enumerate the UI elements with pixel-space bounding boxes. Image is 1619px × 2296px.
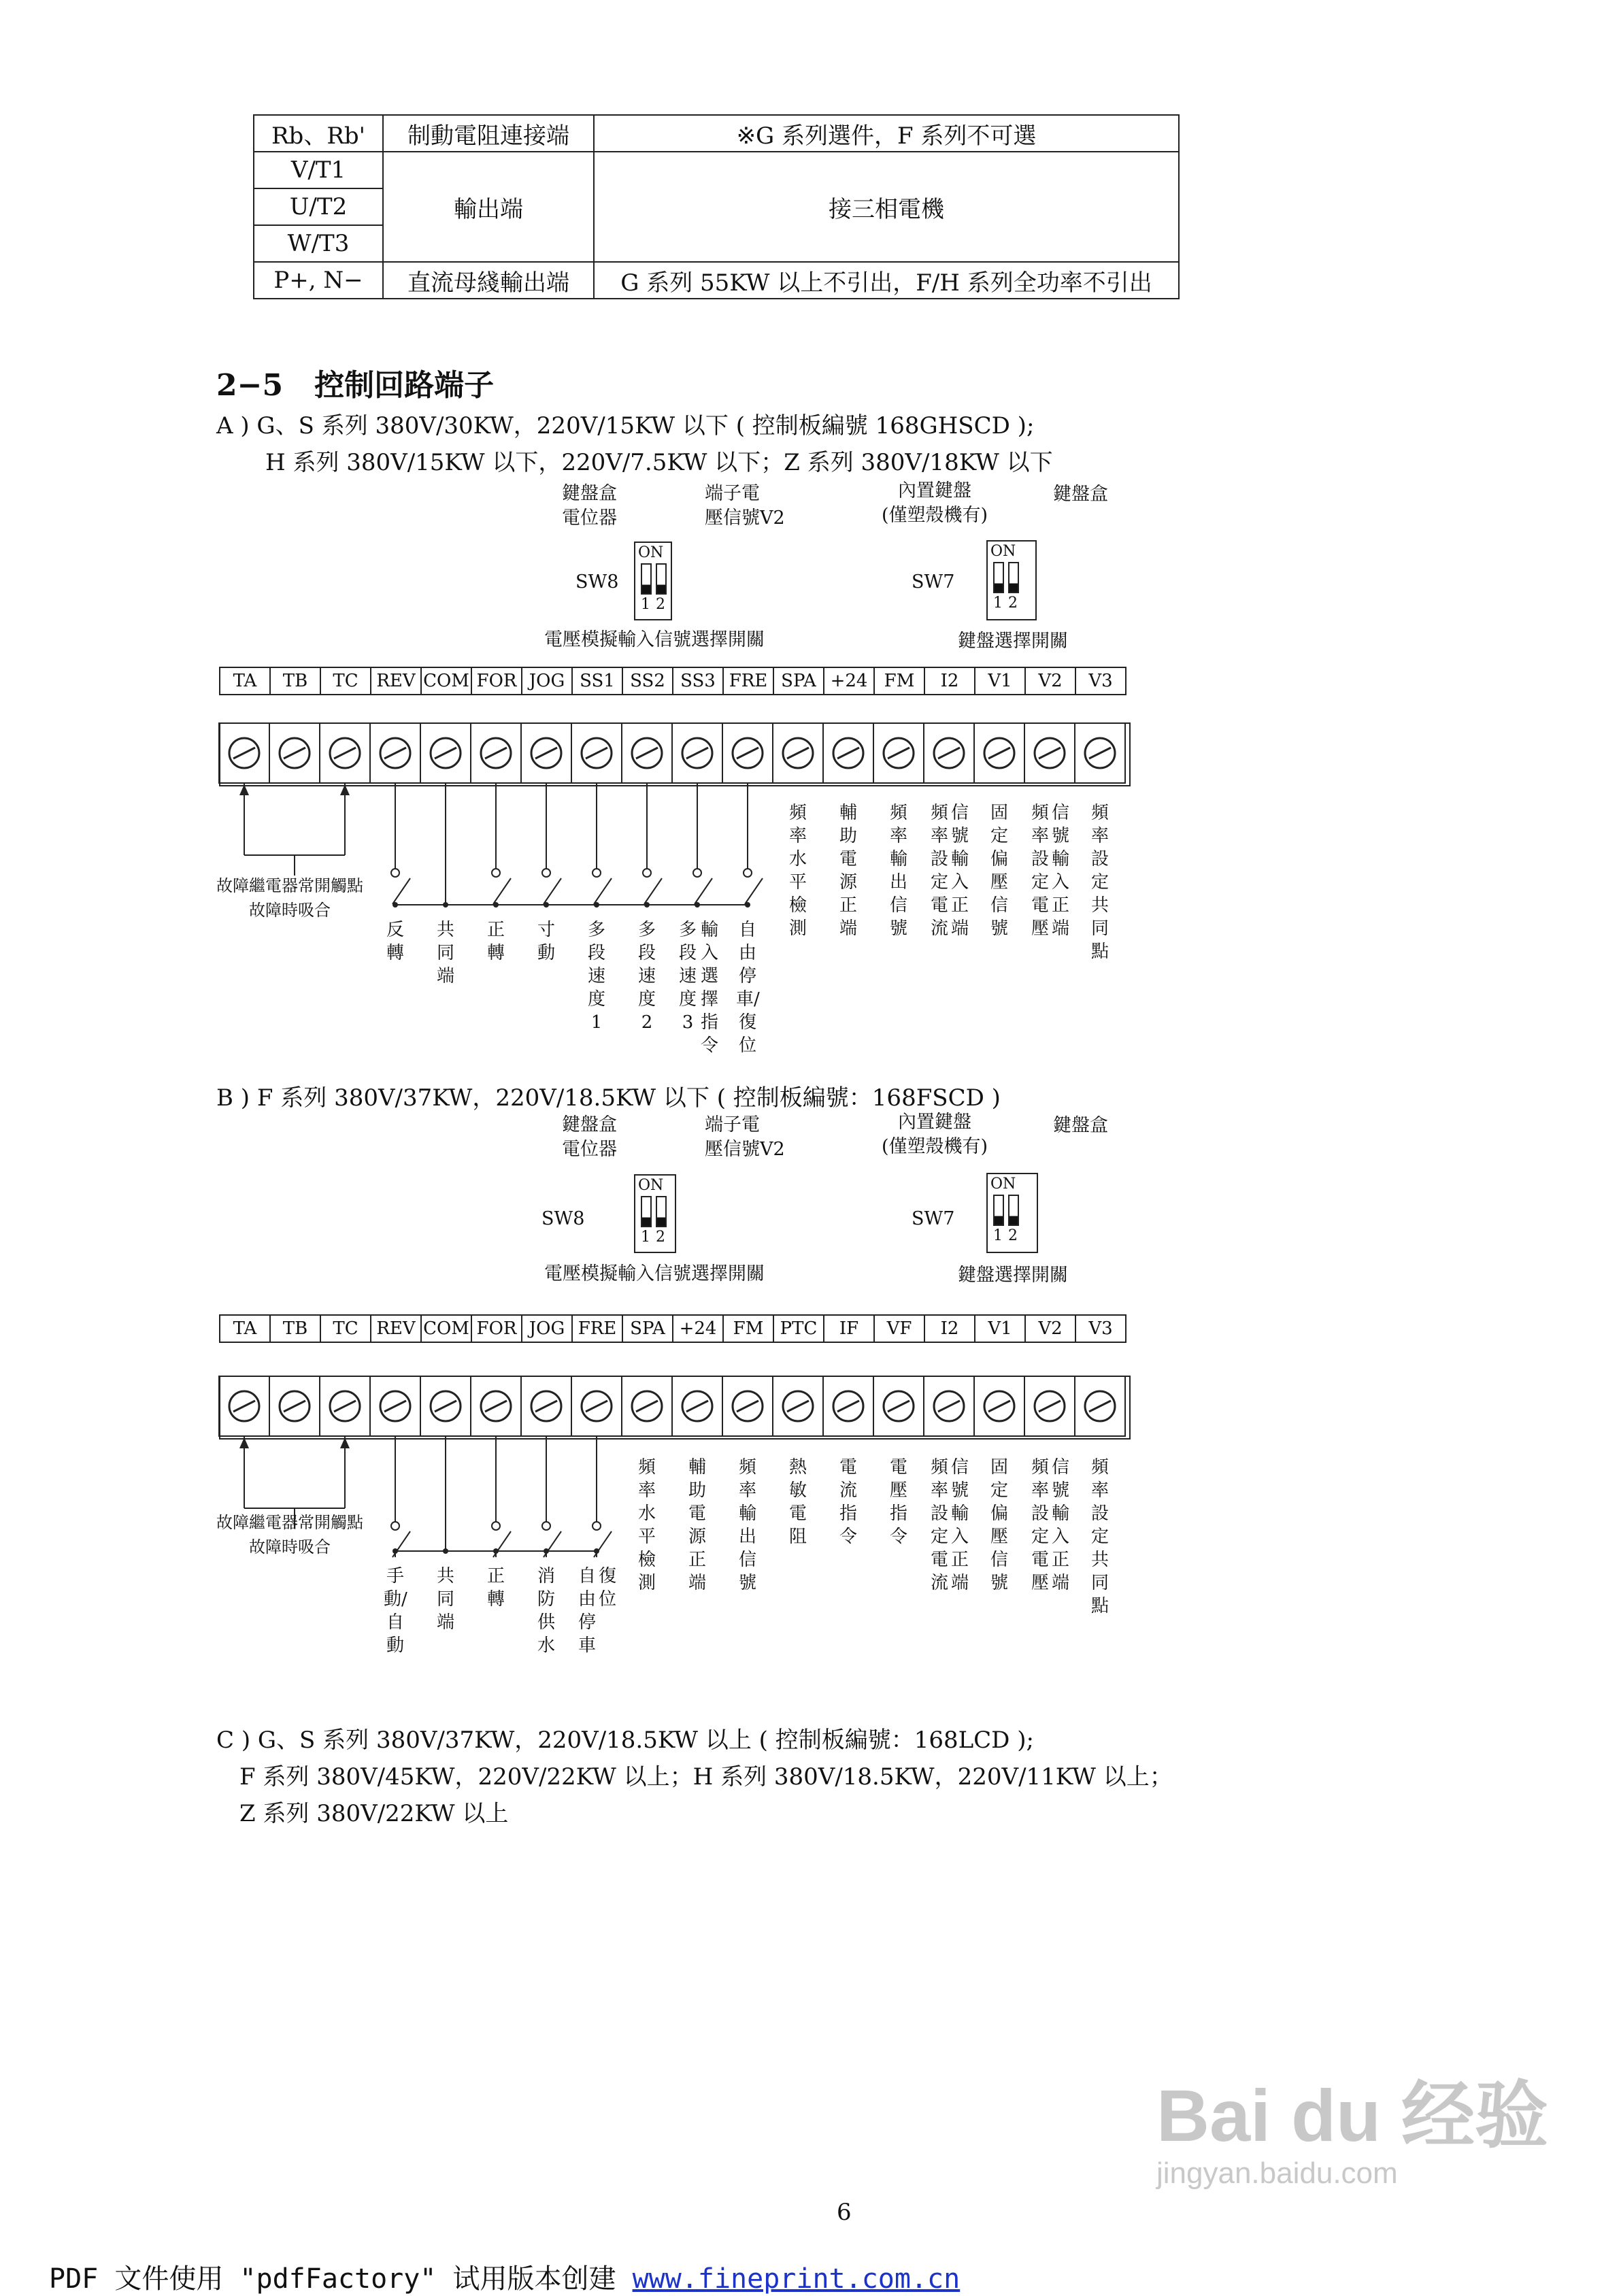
table-cell: 接三相電機 xyxy=(594,152,1179,262)
terminal-function-label: 頻率設定電流 xyxy=(930,1457,948,1593)
sw7-caption: 鍵盤選擇開關 xyxy=(958,631,1068,652)
terminal-screw[interactable] xyxy=(773,1376,823,1436)
terminal-spa-label: SPA xyxy=(623,1316,673,1342)
junction-dot xyxy=(493,1548,499,1554)
terminal-ta-label: TA xyxy=(220,1316,271,1342)
terminal-fm-label: FM xyxy=(724,1316,774,1342)
terminal-screw[interactable] xyxy=(571,1376,622,1436)
dip-number: 1 xyxy=(993,1227,1003,1244)
part-a-line2: H 系列 380V/15KW 以下，220V/7.5KW 以下；Z 系列 380V/18KW 以下 xyxy=(265,449,1053,476)
footer-link[interactable]: www.fineprint.com.cn xyxy=(632,2263,961,2295)
section-title: 控制回路端子 xyxy=(314,368,495,403)
section-number: 2−5 xyxy=(216,368,284,403)
terminal-function-label: 輸入選擇指令 xyxy=(700,920,718,1056)
terminal-screw[interactable] xyxy=(974,1376,1024,1436)
terminal-v2-label: V2 xyxy=(1026,1316,1076,1342)
terminal-jog-label: JOG xyxy=(522,1316,573,1342)
switch-contact xyxy=(542,1522,550,1530)
dip-on-label: ON xyxy=(638,1177,664,1194)
dip-number: 2 xyxy=(656,596,665,613)
terminal-function-label: 多段速度2 xyxy=(637,920,656,1033)
terminal-tc-label: TC xyxy=(321,668,371,694)
sw8-label: SW8 xyxy=(541,1208,585,1229)
sw7-right-option: 鍵盤盒 xyxy=(1053,484,1108,505)
terminal-function-label: 頻率設定電壓 xyxy=(1031,803,1049,939)
terminal-function-label: 消防供水 xyxy=(537,1566,555,1656)
terminal-i2-label: I2 xyxy=(925,1316,975,1342)
terminal-screw[interactable] xyxy=(924,1376,974,1436)
sw8-caption: 電壓模擬輸入信號選擇開關 xyxy=(544,1263,765,1284)
terminal-function-label: 共同端 xyxy=(436,920,454,986)
terminal-function-label: 多段速度1 xyxy=(587,920,605,1033)
terminal-ss1-label: SS1 xyxy=(573,668,623,694)
terminal-jog-label: JOG xyxy=(522,668,573,694)
terminal-fre-label: FRE xyxy=(724,668,774,694)
terminal-screw[interactable] xyxy=(219,1376,269,1436)
terminal-com-label: COM xyxy=(422,668,472,694)
terminal-v1-label: V1 xyxy=(975,668,1026,694)
terminal-tb-label: TB xyxy=(271,1316,321,1342)
terminal-screw[interactable] xyxy=(320,1376,370,1436)
part-c-line2: F 系列 380V/45KW，220V/22KW 以上；H 系列 380V/18.5KW，220V/11KW 以上； xyxy=(239,1763,1173,1791)
dip-on-label: ON xyxy=(990,543,1016,560)
table-cell: G 系列 55KW 以上不引出，F/H 系列全功率不引出 xyxy=(594,262,1179,299)
terminal-ss2-label: SS2 xyxy=(623,668,673,694)
part-b-line1: B ) F 系列 380V/37KW，220V/18.5KW 以下 ( 控制板編號：168FSCD ) xyxy=(216,1084,1001,1112)
terminal-screw[interactable] xyxy=(873,1376,924,1436)
terminal-screw[interactable] xyxy=(622,1376,672,1436)
pdf-footer xyxy=(49,2257,960,2296)
dip-number: 1 xyxy=(641,596,650,613)
terminal-if-label: IF xyxy=(824,1316,875,1342)
sw8-left-option: 鍵盤盒 電位器 xyxy=(562,1114,617,1160)
terminal-screw[interactable] xyxy=(269,1376,320,1436)
terminal-screw[interactable] xyxy=(722,1376,773,1436)
sw7-caption: 鍵盤選擇開關 xyxy=(958,1265,1068,1286)
terminal-function-label: 熱敏電阻 xyxy=(788,1457,807,1547)
terminal-screw[interactable] xyxy=(1075,1376,1125,1436)
terminal-tb-label: TB xyxy=(271,668,321,694)
dip-number: 2 xyxy=(1008,595,1018,612)
terminal-function-label: 頻率水平檢測 xyxy=(637,1457,656,1593)
terminal-function-label: 固定偏壓信號 xyxy=(990,1457,1008,1593)
sw8-label: SW8 xyxy=(575,571,619,593)
table-cell: ※G 系列選件，F 系列不可選 xyxy=(594,115,1179,152)
switch-contact xyxy=(492,1522,500,1530)
terminal-fm-label: FM xyxy=(875,668,925,694)
junction-dot xyxy=(594,1548,599,1554)
terminal-function-label: 手動/自動 xyxy=(384,1566,407,1656)
terminal-for-label: FOR xyxy=(472,1316,522,1342)
part-a-line1: A ) G、S 系列 380V/30KW，220V/15KW 以下 ( 控制板編號 168GHSCD ); xyxy=(216,412,1035,439)
sw7-left-option: 內置鍵盤 (僅塑殼機有) xyxy=(882,480,988,526)
part-c-line3: Z 系列 380V/22KW 以上 xyxy=(239,1800,509,1827)
switch-contact xyxy=(391,1522,399,1530)
terminal-function-label: 電流指令 xyxy=(839,1457,857,1547)
sw8-right-option: 端子電 壓信號V2 xyxy=(705,1114,785,1160)
terminal-function-label: 反轉 xyxy=(386,920,404,963)
terminal-rev-label: REV xyxy=(371,668,422,694)
terminal-function-label: 自由停車/復位 xyxy=(736,920,760,1056)
table-cell: W/T3 xyxy=(254,225,383,262)
terminal-i2-label: I2 xyxy=(925,668,975,694)
terminal-fre-label: FRE xyxy=(573,1316,623,1342)
terminal-function-label: 頻率設定電流 xyxy=(930,803,948,939)
terminal-function-label: 輔助電源正端 xyxy=(839,803,857,939)
terminal-function-label: 多段速度3 xyxy=(678,920,697,1033)
sw8-caption: 電壓模擬輸入信號選擇開關 xyxy=(544,629,765,650)
terminal-v2-label: V2 xyxy=(1026,668,1076,694)
terminal-v3-label: V3 xyxy=(1088,1318,1113,1339)
terminal-function-label: 頻率水平檢測 xyxy=(788,803,807,939)
sw7-left-option: 內置鍵盤 (僅塑殼機有) xyxy=(882,1112,988,1157)
junction-dot xyxy=(393,1548,398,1554)
terminal-function-label: 電壓指令 xyxy=(889,1457,907,1547)
terminal-function-label: 共同端 xyxy=(436,1566,454,1633)
sw7-label: SW7 xyxy=(912,571,955,593)
arrow-icon xyxy=(340,1437,350,1448)
watermark-brand: Bai du 经验 xyxy=(1156,2074,1549,2157)
baidu-watermark xyxy=(1156,2075,1548,2191)
dip-number: 2 xyxy=(1008,1227,1018,1244)
terminal-v3-label: V3 xyxy=(1088,671,1113,691)
sw8-right-option: 端子電 壓信號V2 xyxy=(705,483,785,529)
dip-number: 1 xyxy=(641,1229,650,1246)
terminal-function-label: 頻率設定共同點 xyxy=(1090,1457,1109,1616)
terminal-function-label: 固定偏壓信號 xyxy=(990,803,1008,939)
dip-number: 1 xyxy=(993,595,1003,612)
dip-on-label: ON xyxy=(638,544,664,561)
terminal-function-label: 頻率設定共同點 xyxy=(1090,803,1109,962)
terminal-function-label: 正轉 xyxy=(486,920,505,963)
table-cell: 直流母綫輸出端 xyxy=(383,262,594,299)
terminal-24-label: +24 xyxy=(673,1316,724,1342)
part-a-relay-label: 故障繼電器常開觸點 故障時吸合 xyxy=(216,876,363,920)
terminal-24-label: +24 xyxy=(824,668,875,694)
junction-dot xyxy=(443,1548,448,1554)
terminal-rev-label: REV xyxy=(371,1316,422,1342)
terminal-function-label: 信號輸入正端 xyxy=(1051,1457,1069,1593)
footer-text: PDF 文件使用 "pdfFactory" 试用版本创建 xyxy=(49,2263,633,2295)
table-cell: P+, N− xyxy=(254,262,383,299)
terminal-function-label: 頻率輸出信號 xyxy=(738,1457,756,1593)
sw7-label: SW7 xyxy=(912,1208,955,1229)
table-cell: Rb、Rb' xyxy=(254,115,383,152)
terminal-function-label: 信號輸入正端 xyxy=(1051,803,1069,939)
terminal-ta-label: TA xyxy=(220,668,271,694)
terminal-ptc-label: PTC xyxy=(774,1316,824,1342)
table-cell: U/T2 xyxy=(254,188,383,225)
junction-dot xyxy=(544,1548,549,1554)
terminal-function-label: 頻率設定電壓 xyxy=(1031,1457,1049,1593)
part-c-line1: C ) G、S 系列 380V/37KW，220V/18.5KW 以上 ( 控制板編號：168LCD ); xyxy=(216,1727,1034,1754)
table-cell: 制動電阻連接端 xyxy=(383,115,594,152)
terminal-screw[interactable] xyxy=(521,1376,571,1436)
terminal-vf-label: VF xyxy=(875,1316,925,1342)
switch-contact xyxy=(592,1522,601,1530)
terminal-function-label: 信號輸入正端 xyxy=(950,803,969,939)
terminal-function-label: 正轉 xyxy=(486,1566,505,1610)
dip-on-label: ON xyxy=(990,1176,1016,1193)
terminal-tc-label: TC xyxy=(321,1316,371,1342)
terminal-function-label: 自由停車 xyxy=(578,1566,596,1656)
terminal-spa-label: SPA xyxy=(774,668,824,694)
table-cell: 輸出端 xyxy=(383,152,594,262)
table-cell: V/T1 xyxy=(254,152,383,188)
terminal-com-label: COM xyxy=(422,1316,472,1342)
arrow-icon xyxy=(239,1437,249,1448)
sw7-right-option: 鍵盤盒 xyxy=(1053,1115,1108,1136)
terminal-screw[interactable] xyxy=(672,1376,722,1436)
terminal-screw[interactable] xyxy=(370,1376,420,1436)
terminal-v1-label: V1 xyxy=(975,1316,1026,1342)
terminal-function-label: 寸動 xyxy=(537,920,555,963)
terminal-function-label: 頻率輸出信號 xyxy=(889,803,907,939)
watermark-url: jingyan.baidu.com xyxy=(1156,2157,1398,2190)
terminal-function-label: 輔助電源正端 xyxy=(688,1457,706,1593)
terminal-screw[interactable] xyxy=(420,1376,471,1436)
sw8-left-option: 鍵盤盒 電位器 xyxy=(562,483,617,529)
dip-number: 2 xyxy=(656,1229,665,1246)
part-b-relay-label: 故障繼電器常開觸點 故障時吸合 xyxy=(216,1513,363,1557)
terminal-for-label: FOR xyxy=(472,668,522,694)
terminal-function-label: 信號輸入正端 xyxy=(950,1457,969,1593)
terminal-screw[interactable] xyxy=(823,1376,873,1436)
terminal-screw[interactable] xyxy=(471,1376,521,1436)
terminal-function-label: 復位 xyxy=(598,1566,616,1610)
terminal-ss3-label: SS3 xyxy=(673,668,724,694)
page-number: 6 xyxy=(837,2199,852,2226)
terminal-screw[interactable] xyxy=(1024,1376,1075,1436)
